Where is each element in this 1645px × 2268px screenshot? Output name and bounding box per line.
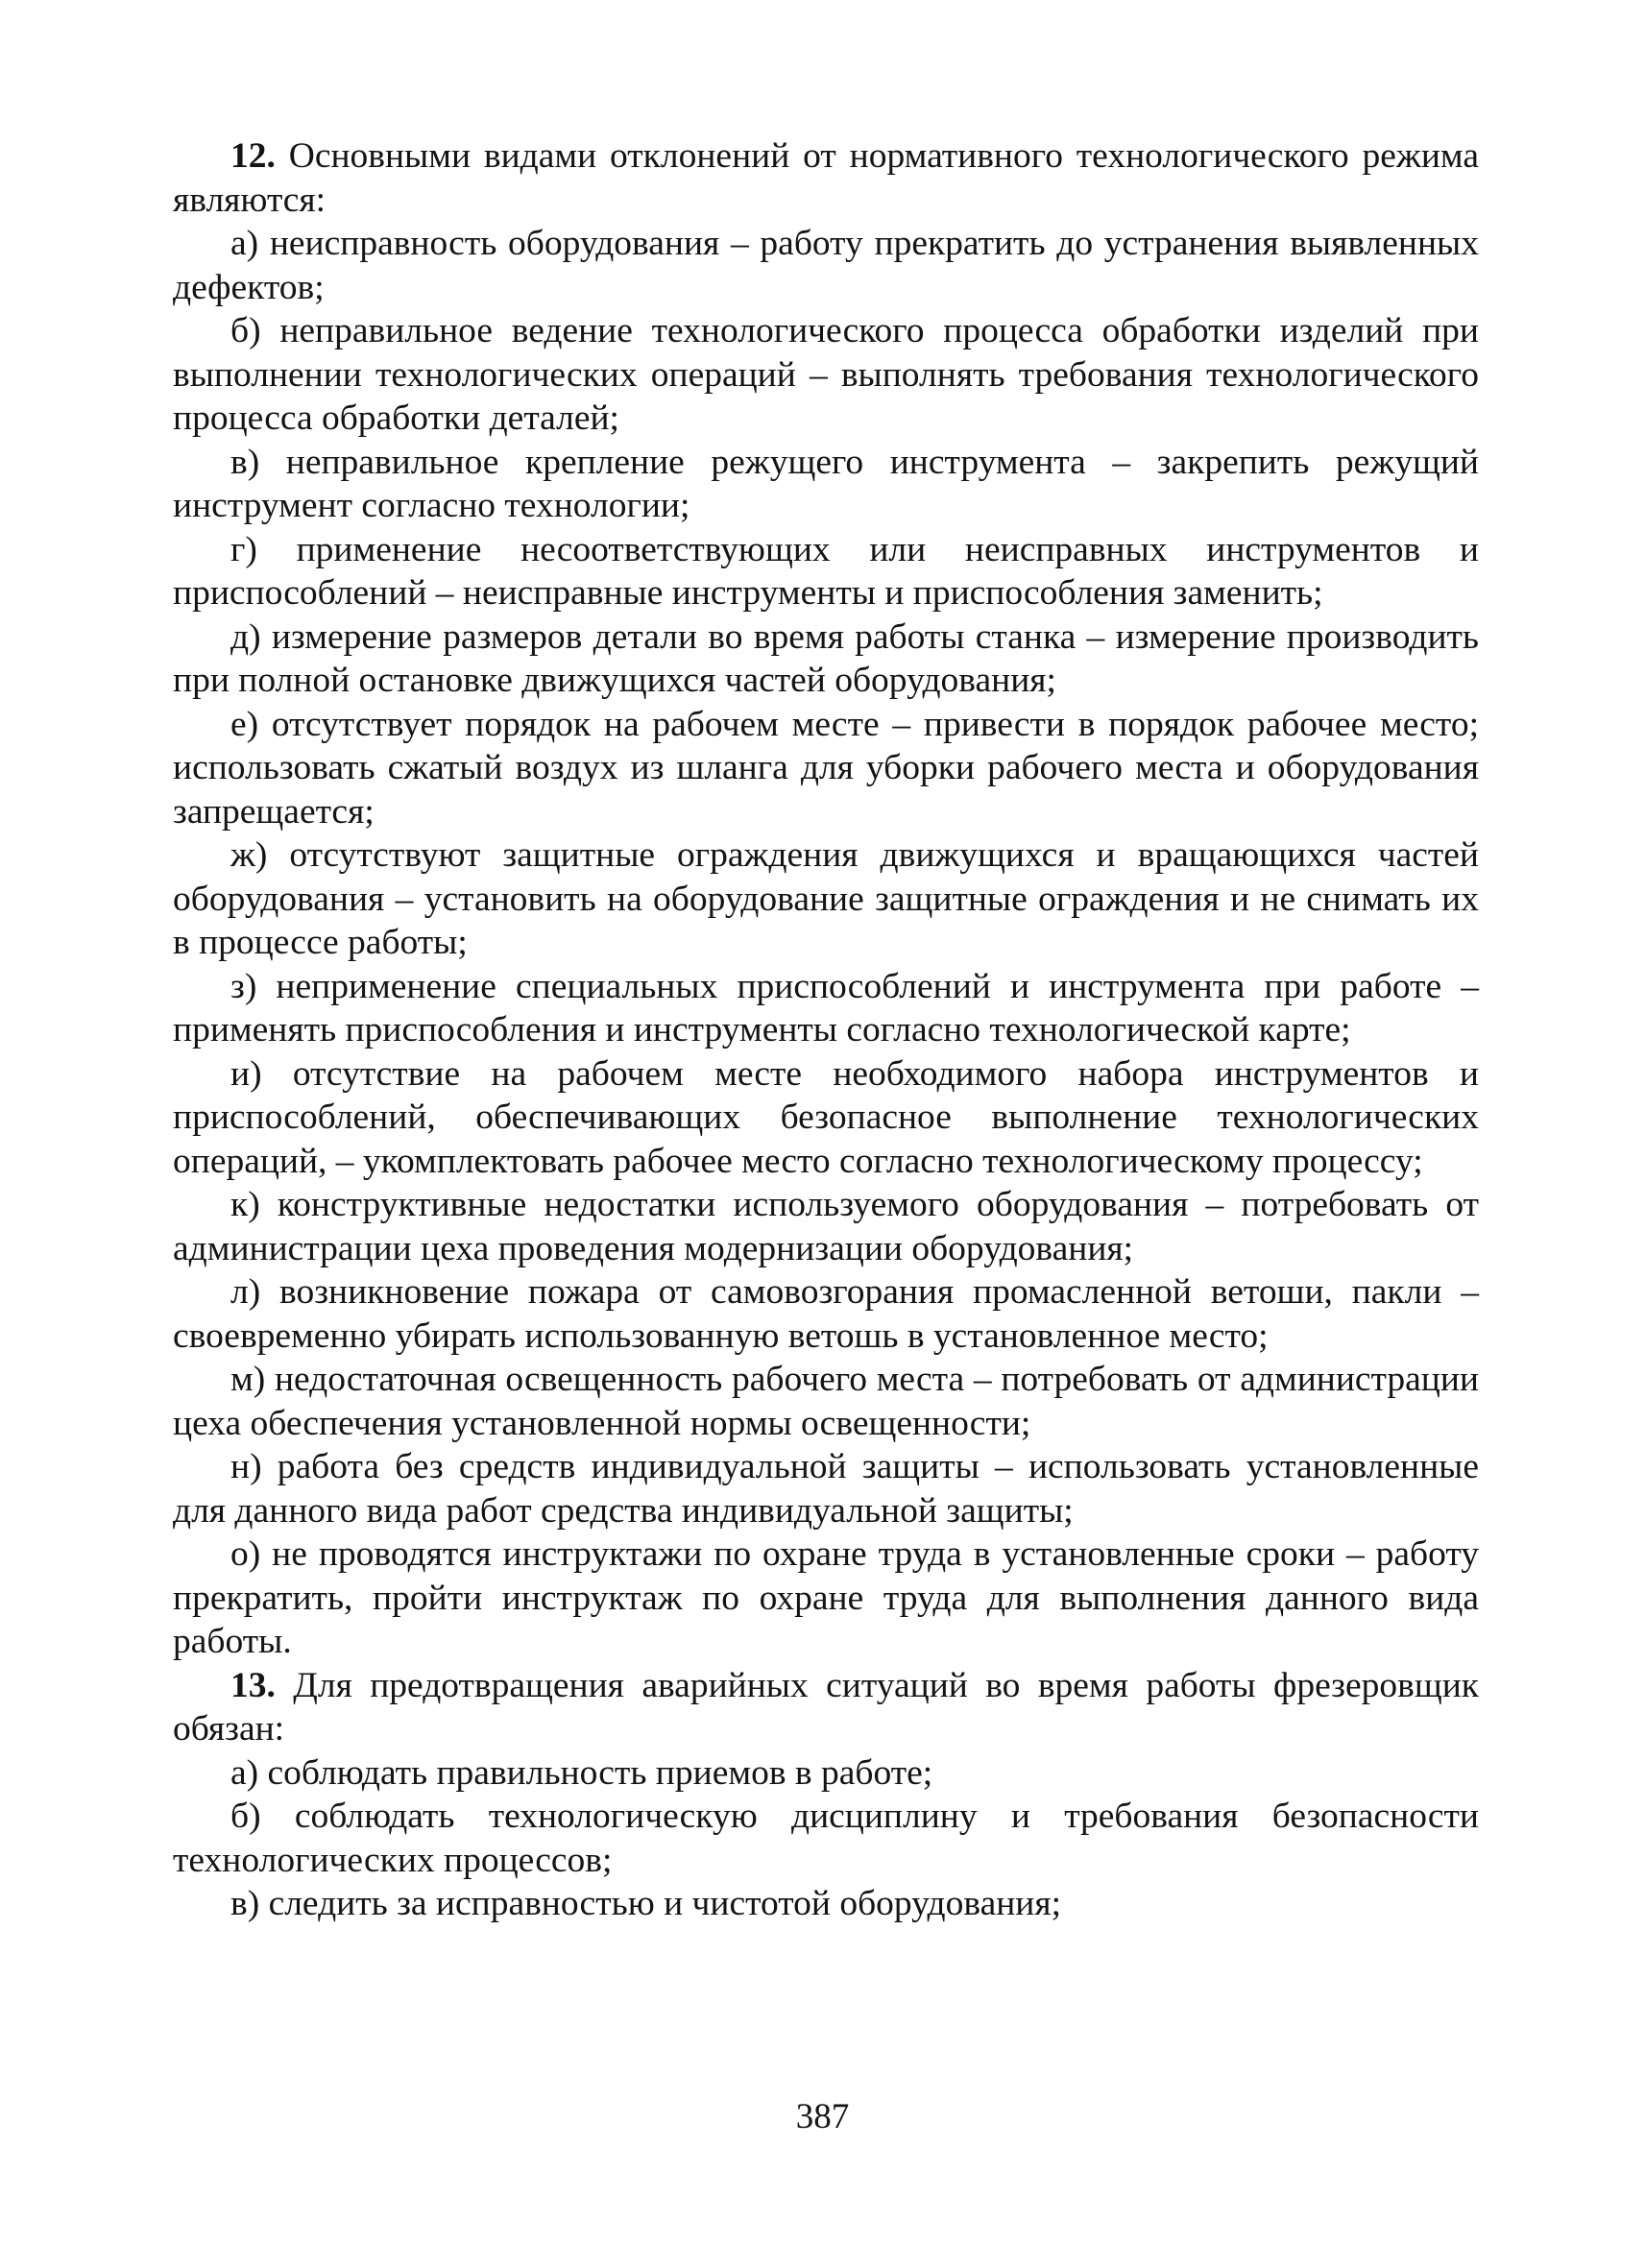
section-12-item-v: в) неправильное крепление режущего инструмента – закрепить режущий инструмент согласно технологии; [173, 442, 1479, 525]
section-12-item-m: м) недостаточная освещенность рабочего места – потребовать от администрации цеха обеспечения установленной нормы освещенности; [173, 1360, 1479, 1443]
section-13-item-v: в) следить за исправностью и чистотой оборудования; [230, 1884, 1062, 1923]
section-12-item-i: и) отсутствие на рабочем месте необходимого набора инструментов и приспособлений, обеспечивающих безопасное выполнение технологических операций, – укомплектовать рабочее место согласно технологическому процессу; [173, 1053, 1479, 1181]
section-12-number: 12. [230, 136, 276, 176]
section-12-item-g: г) применение несоответствующих или неисправных инструментов и приспособлений – неисправные инструменты и приспособления заменить; [173, 529, 1479, 613]
section-13-intro-text: Для предотвращения аварийных ситуаций во время работы фрезеровщик обязан: [173, 1665, 1480, 1749]
section-13-item-a: а) соблюдать правильность приемов в работе; [230, 1752, 933, 1793]
section-12-item-e: е) отсутствует порядок на рабочем месте – привести в порядок рабочее место; использовать сжатый воздух из шланга для уборки рабочего места и оборудования запрещается; [173, 704, 1479, 832]
document-body [173, 134, 1479, 1926]
section-12-item-zh: ж) отсутствуют защитные ограждения движущихся и вращающихся частей оборудования – установить на оборудование защитные ограждения и не снимать их в процессе работы; [173, 835, 1479, 962]
section-13-item-b: б) соблюдать технологическую дисциплину и требования безопасности технологических процессов; [173, 1797, 1479, 1880]
section-12-item-z: з) неприменение специальных приспособлений и инструмента при работе – применять приспособления и инструменты согласно технологической карте; [173, 966, 1479, 1050]
section-13-intro [173, 1664, 1479, 1751]
section-12-item-n: н) работа без средств индивидуальной защиты – использовать установленные для данного вида работ средства индивидуальной защиты; [173, 1447, 1479, 1531]
section-12-item-k: к) конструктивные недостатки используемого оборудования – потребовать от администрации цеха проведения модернизации оборудования; [173, 1185, 1479, 1268]
section-12-item-d: д) измерение размеров детали во время работы станка – измерение производить при полной остановке движущихся частей оборудования; [173, 616, 1479, 700]
section-13-number: 13. [230, 1665, 276, 1705]
section-12-intro-text: Основными видами отклонений от нормативного технологического режима являются: [173, 136, 1480, 220]
section-12-item-o: о) не проводятся инструктажи по охране труда в установленные сроки – работу прекратить, пройти инструктаж по охране труда для выполнения данного вида работы. [173, 1534, 1479, 1661]
section-12-item-a: а) неисправность оборудования – работу прекратить до устранения выявленных дефектов; [173, 224, 1479, 307]
section-12-intro [173, 134, 1479, 222]
section-12-item-b: б) неправильное ведение технологического процесса обработки изделий при выполнении технологических операций – выполнять требования технологического процесса обработки деталей; [173, 311, 1479, 438]
section-12-item-l: л) возникновение пожара от самовозгорания промасленной ветоши, пакли – своевременно убирать использованную ветошь в установленное место; [173, 1272, 1479, 1356]
page-number: 387 [795, 2097, 850, 2136]
